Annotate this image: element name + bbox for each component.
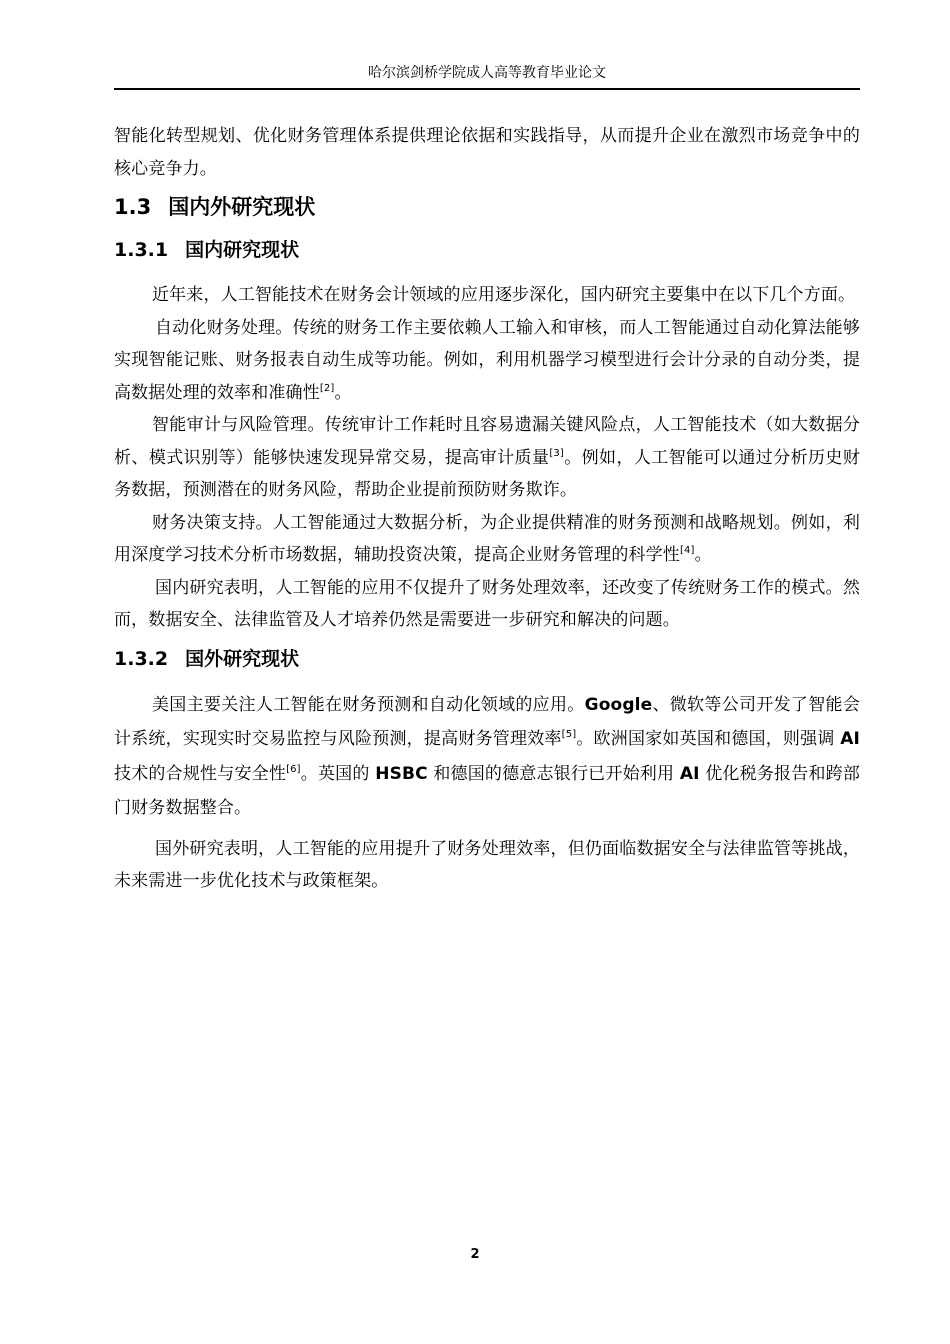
paragraph-text: 和德国的德意志银行已开始利用 [427,763,680,784]
paragraph-gap [114,826,860,833]
foreign-conclusion-paragraph: 国外研究表明，人工智能的应用提升了财务处理效率，但仍面临数据安全与法律监管等挑战，未来需进一步优化技术与政策框架。 [114,838,860,891]
page-body [114,120,860,898]
domestic-intro-paragraph: 近年来，人工智能技术在财务会计领域的应用逐步深化，国内研究主要集中在以下几个方面。 [152,285,856,305]
google-term: Google [584,694,653,715]
paragraph-end: 。 [334,382,352,403]
paragraph-text: 智能审计与风险管理。传统审计工作耗时且容易遗漏关键风险点，人工智能技术（如大数据分析、模式识别等）能够快速发现异常交易，提高审计质量 [114,415,860,468]
paragraph-text: 技术的合规性与安全性 [114,763,287,784]
paragraph-text: 。英国的 [300,763,376,784]
paragraph-text: 美国主要关注人工智能在财务预测和自动化领域的应用。 [152,694,585,715]
foreign-paragraph [114,688,860,826]
citation-2: [2] [319,382,335,394]
section-title: 国内外研究现状 [168,195,316,219]
automation-paragraph [114,312,860,410]
thesis-header-title: 哈尔滨剑桥学院成人高等教育毕业论文 [368,65,606,81]
paragraph-text: 。例如，人工智能可以通过分析历史财务数据，预测潜在的财务风险，帮助企业提前预防财务欺诈。 [114,447,860,500]
paragraph-text: 财务决策支持。人工智能通过大数据分析，为企业提供精准的财务预测和战略规划。例如，利用深度学习技术分析市场数据，辅助投资决策，提高企业财务管理的科学性 [114,512,860,565]
paragraph-text: 自动化财务处理。传统的财务工作主要依赖人工输入和审核，而人工智能通过自动化算法能够实现智能记账、财务报表自动生成等功能。例如，利用机器学习模型进行会计分录的自动分类，提高数据处理的效率和准确性 [114,317,860,403]
citation-4: [4] [679,545,695,556]
page-header [114,58,860,90]
citation-3: [3] [549,447,564,459]
section-1-3-1-heading [114,234,860,266]
ai-term: AI [840,729,860,749]
section-number: 1.3 [114,195,152,219]
subsection-number: 1.3.1 [114,239,169,261]
subsection-title: 国外研究现状 [185,647,300,670]
citation-5: [5] [561,729,577,740]
subsection-title: 国内研究现状 [185,239,300,261]
hsbc-term: HSBC [375,763,428,784]
decision-support-paragraph [114,507,860,572]
paragraph-end: 。 [694,545,712,565]
paragraph-text: 优化税务报告和跨部门财务数据整合。 [114,763,861,818]
audit-paragraph [114,409,860,507]
ai-term: AI [679,763,700,784]
subsection-number: 1.3.2 [114,647,169,670]
section-1-3-2-heading [114,643,860,675]
domestic-conclusion-paragraph: 国内研究表明，人工智能的应用不仅提升了财务处理效率，还改变了传统财务工作的模式。然而，数据安全、法律监管及人才培养仍然是需要进一步研究和解决的问题。 [114,577,860,630]
citation-6: [6] [286,763,301,775]
section-1-3-heading [114,191,860,223]
page-number: 2 [470,1247,480,1262]
paragraph-text: 。欧洲国家如英国和德国，则强调 [576,729,841,749]
paragraph-text: 、微软等公司开发了智能会计系统，实现实时交易监控与风险预测，提高财务管理效率 [114,694,860,749]
continuation-paragraph: 智能化转型规划、优化财务管理体系提供理论依据和实践指导，从而提升企业在激烈市场竞争中的核心竞争力。 [114,126,860,179]
